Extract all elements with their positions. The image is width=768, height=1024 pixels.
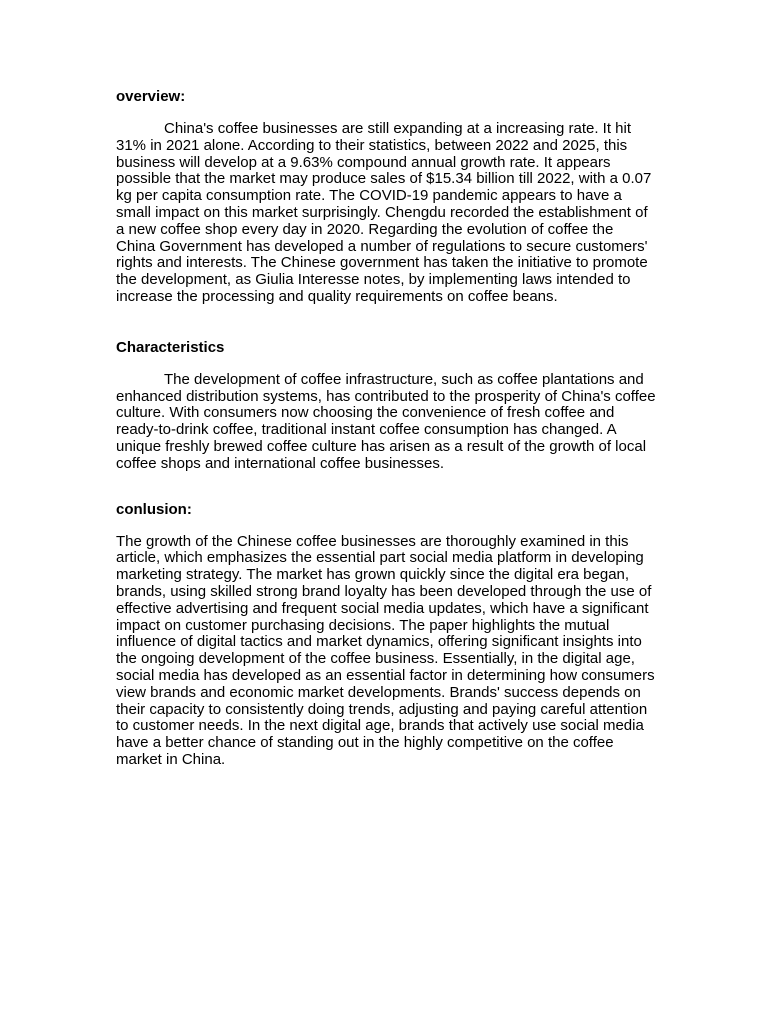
document-page xyxy=(116,88,656,769)
section-body-conclusion: The growth of the Chinese coffee businesses are thoroughly examined in this article, which emphasizes the essential part social media platform in developing marketing strategy. The market has grown quickly since the digital era began, brands, using skilled strong brand loyalty has been developed through the use of effective advertising and frequent social media updates, which have a significant impact on customer purchasing decisions. The paper highlights the mutual influence of digital tactics and market dynamics, offering significant insights into the ongoing development of the coffee business. Essentially, in the digital age, social media has developed as an essential factor in determining how consumers view brands and economic market developments. Brands' success depends on their capacity to consistently doing trends, adjusting and paying careful attention to customer needs. In the next digital age, brands that actively use social media have a better chance of standing out in the highly competitive on the coffee market in China. xyxy=(116,532,655,768)
section-body-overview: China's coffee businesses are still expanding at a increasing rate. It hit 31% in 2021 alone. According to their statistics, between 2022 and 2025, this business will develop at a 9.63% compound annual growth rate. It appears possible that the market may produce sales of $15.34 billion till 2022, with a 0.07 kg per capita consumption rate. The COVID-19 pandemic appears to have a small impact on this market surprisingly. Chengdu recorded the establishment of a new coffee shop every day in 2020. Regarding the evolution of coffee the China Government has developed a number of regulations to secure customers' rights and interests. The Chinese government has taken the initiative to promote the development, as Giulia Interesse notes, by implementing laws intended to increase the processing and quality requirements on coffee beans. xyxy=(116,120,652,305)
section-heading-characteristics: Characteristics xyxy=(116,338,225,356)
section-body-characteristics: The development of coffee infrastructure, such as coffee plantations and enhanced distribution systems, has contributed to the prosperity of China's coffee culture. With consumers now choosing the convenience of fresh coffee and ready-to-drink coffee, traditional instant coffee consumption has changed. A unique freshly brewed coffee culture has arisen as a result of the growth of local coffee shops and international coffee businesses. xyxy=(116,370,656,472)
section-heading-conclusion: conlusion: xyxy=(116,500,192,518)
section-heading-overview: overview: xyxy=(116,88,186,105)
